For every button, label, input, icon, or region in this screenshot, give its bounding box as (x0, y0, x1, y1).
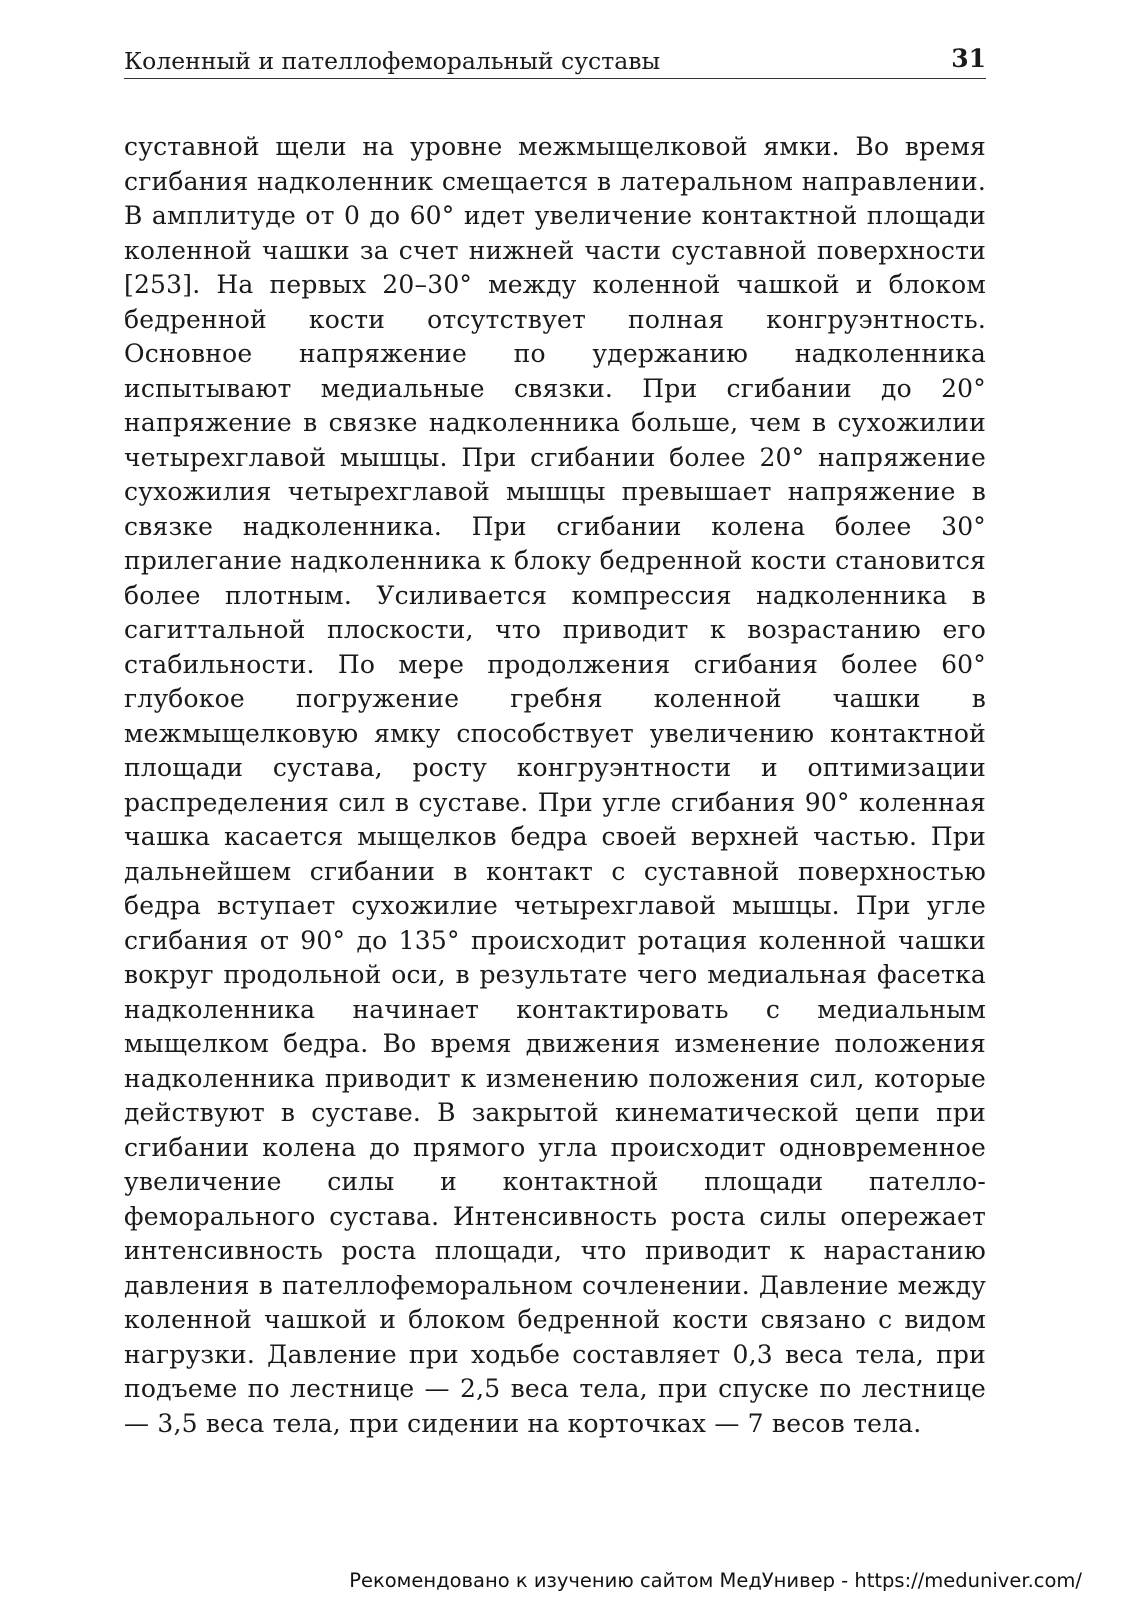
body-paragraph: суставной щели на уровне межмыщелковой ямки. Во время сгибания надколенник смещается в латеральном направлении. В амплитуде от 0 до 60° идет увеличение контактной площади коленной чашки за счет нижней части суставной поверхности [253]. На первых 20–30° между коленной чашкой и блоком бедренной кости отсутствует полная конгруэнтность. Основное напряжение по удержанию надколенника испытывают медиальные связки. При сгибании до 20° напряжение в связке надколенника больше, чем в сухожилии четырехглавой мышцы. При сгибании более 20° напряжение сухожилия четырехглавой мышцы превышает напряжение в связке надколенника. При сгибании колена более 30° прилегание надколенника к блоку бедренной кости становится более плотным. Усиливается компрессия надколенника в сагиттальной плоскости, что приводит к возрастанию его стабильности. По мере продолжения сгибания более 60° глубокое погружение гребня коленной чашки в межмыщелковую ямку способствует увеличению контактной площади сустава, росту конгруэнтности и оптимизации распределения сил в суставе. При угле сгибания 90° коленная чашка касается мыщелков бедра своей верхней частью. При дальнейшем сгибании в контакт с суставной поверхностью бедра вступает сухожилие четырехглавой мышцы. При угле сгибания от 90° до 135° происходит ротация коленной чашки вокруг продольной оси, в результате чего медиальная фасетка надколенника начинает контактировать с медиальным мыщелком бедра. Во время движения изменение положения надколенника приводит к изменению положения сил, которые действуют в суставе. В закрытой кинематической цепи при сгибании колена до прямого угла происходит одновременное увеличение силы и контактной площади пателло-феморального сустава. Интенсивность роста силы опережает интенсивность роста площади, что приводит к нарастанию давления в пателлофеморальном сочленении. Давление между коленной чашкой и блоком бедренной кости связано с видом нагрузки. Давление при ходьбе составляет 0,3 веса тела, при подъеме по лестнице — 2,5 веса тела, при спуске по лестнице — 3,5 веса тела, при сидении на корточках — 7 весов тела. (124, 132, 986, 1438)
running-header (124, 44, 986, 79)
page-number: 31 (951, 44, 986, 73)
running-title: Коленный и пателлофеморальный суставы (124, 47, 661, 75)
source-note: Рекомендовано к изучению сайтом МедУнивер - https://meduniver.com/ (349, 1569, 1082, 1592)
